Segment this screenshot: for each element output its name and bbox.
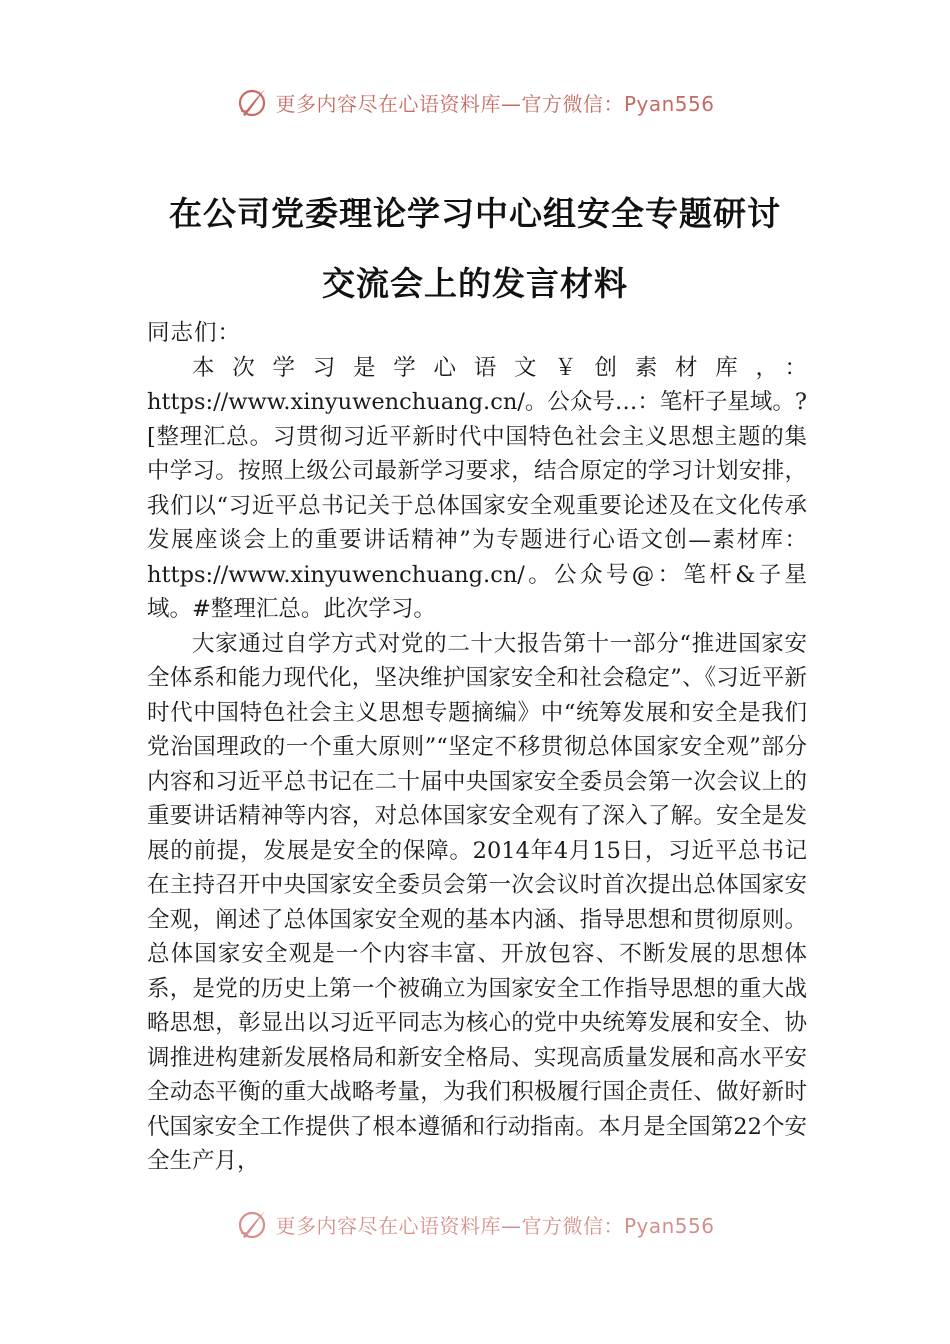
document-title-line1: 在公司党委理论学习中心组安全专题研讨 xyxy=(169,194,781,233)
watermark-banner-top xyxy=(0,82,950,122)
greeting: 同志们： xyxy=(147,320,242,346)
document-body xyxy=(147,316,807,1179)
quill-pen-circle-logo-icon xyxy=(235,85,269,119)
watermark-text: 更多内容尽在心语资料库—官方微信：Pyan556 xyxy=(275,91,715,116)
document-title-line2: 交流会上的发言材料 xyxy=(322,264,628,303)
paragraph-1: 本次学习是学心语文￥创素材库，：https://www.xinyuwenchuang.cn/。公众号…：笔杆子星域。?[整理汇总。习贯彻习近平新时代中国特色社会主义思想主题的集中学习。按照上级公司最新学习要求，结合原定的学习计划安排，我们以“习近平总书记关于总体国家安全观重要论述及在文化传承发展座谈会上的重要讲话精神”为专题进行心语文创—素材库：https://www.xinyuwenchuang.cn/。公众号@：笔杆&子星域。#整理汇总。此次学习。 xyxy=(147,354,807,622)
watermark-text-bottom: 更多内容尽在心语资料库—官方微信：Pyan556 xyxy=(275,1213,715,1238)
paragraph-2: 大家通过自学方式对党的二十大报告第十一部分“推进国家安全体系和能力现代化，坚决维护国家安全和社会稳定”、《习近平新时代中国特色社会主义思想专题摘编》中“统筹发展和安全是我们党治国理政的一个重大原则”“坚定不移贯彻总体国家安全观”部分内容和习近平总书记在二十届中央国家安全委员会第一次会议上的重要讲话精神等内容，对总体国家安全观有了深入了解。安全是发展的前提，发展是安全的保障。2014年4月15日，习近平总书记在主持召开中央国家安全委员会第一次会议时首次提出总体国家安全观，阐述了总体国家安全观的基本内涵、指导思想和贯彻原则。总体国家安全观是一个内容丰富、开放包容、不断发展的思想体系，是党的历史上第一个被确立为国家安全工作指导思想的重大战略思想，彰显出以习近平同志为核心的党中央统筹发展和安全、协调推进构建新发展格局和新安全格局、实现高质量发展和高水平安全动态平衡的重大战略考量，为我们积极履行国企责任、做好新时代国家安全工作提供了根本遵循和行动指南。本月是全国第22个安全生产月， xyxy=(147,630,807,1174)
quill-pen-circle-logo-icon xyxy=(235,1207,269,1241)
watermark-banner-bottom xyxy=(0,1204,950,1244)
